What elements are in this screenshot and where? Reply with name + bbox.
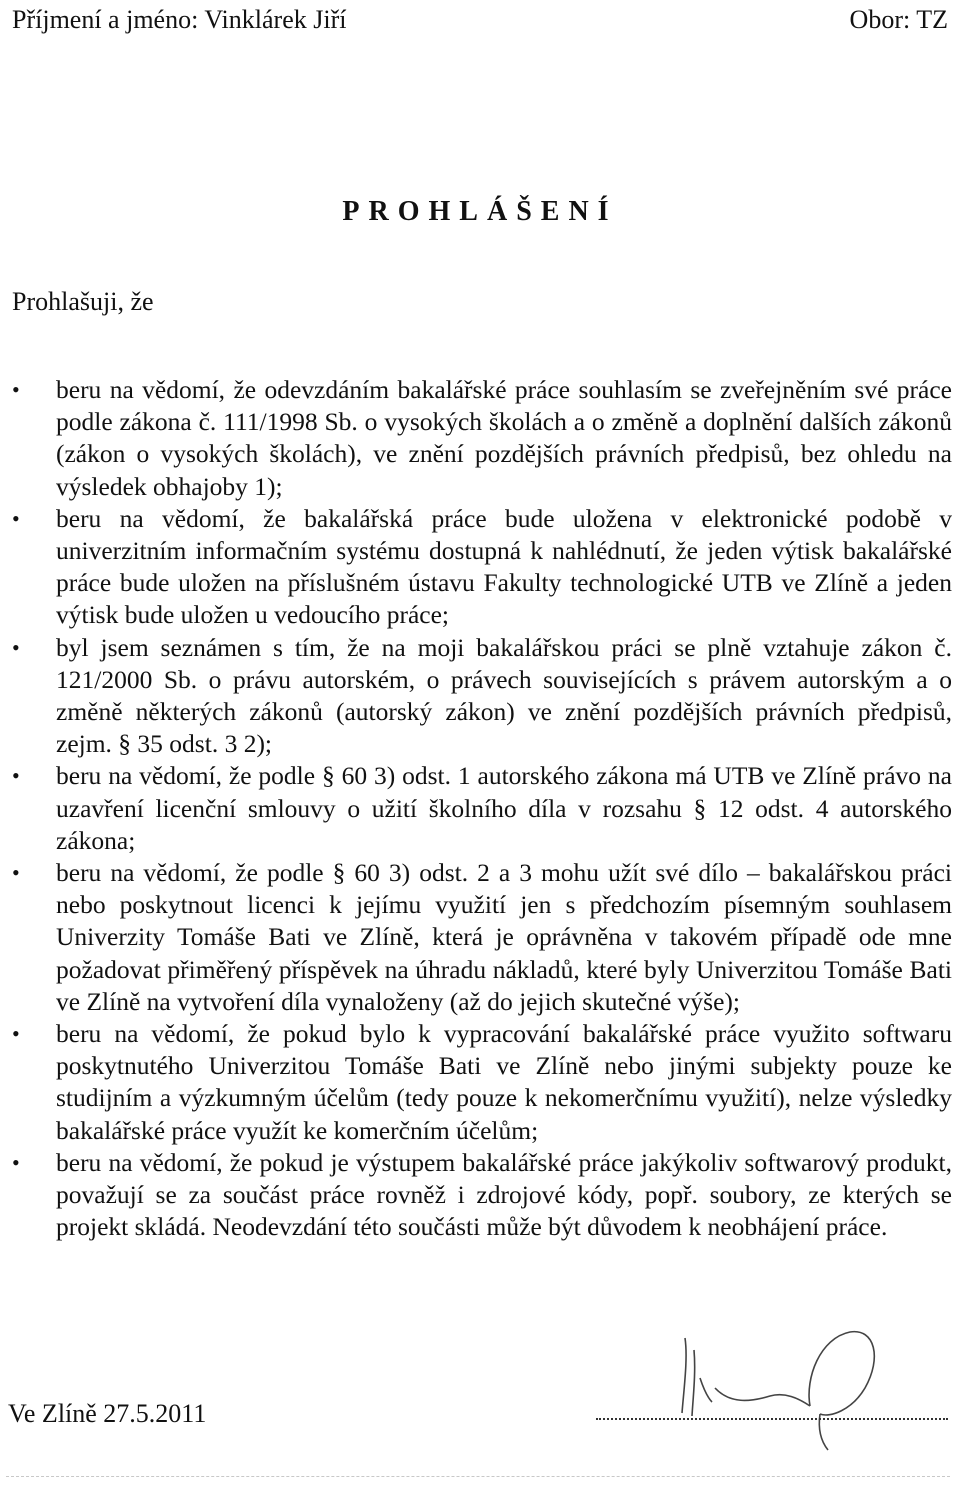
list-item-text: beru na vědomí, že podle § 60 3) odst. 2 a 3 mohu užít své dílo – bakalářskou práci nebo poskytnout licenci k jejímu využití jen s předchozím písemným souhlasem Univerzity Tomáše Bati ve Zlíně, která je oprávněna v takovém případě ode mne požadovat přiměřený příspěvek na úhradu nákladů, které byly Univerzitou Tomáše Bati ve Zlíně na vytvoření díla vynaloženy (až do jejich skutečné výše); — [56, 858, 952, 1016]
list-item-text: byl jsem seznámen s tím, že na moji bakalářskou práci se plně vztahuje zákon č. 121/2000 Sb. o právu autorském, o právech souvisejících s právem autorským a o změně některých zákonů (autorský zákon) ve znění pozdějších právních předpisů, zejm. § 35 odst. 3 2); — [56, 632, 952, 759]
bullet-icon: • — [12, 860, 20, 886]
handwritten-signature-icon — [660, 1318, 900, 1468]
list-item — [12, 503, 952, 632]
signature-line — [596, 1418, 948, 1420]
list-item-text: beru na vědomí, že odevzdáním bakalářské práce souhlasím se zveřejněním své práce podle zákona č. 111/1998 Sb. o vysokých školách a o změně a doplnění dalších zákonů (zákon o vysokých školách), ve znění pozdějších právních předpisů, bez ohledu na výsledek obhajoby 1); — [56, 375, 952, 501]
list-item — [12, 857, 952, 1018]
list-item — [12, 760, 952, 857]
header — [12, 2, 948, 42]
bullet-icon: • — [12, 1149, 20, 1175]
list-item — [12, 1018, 952, 1147]
student-name: Příjmení a jméno: Vinklárek Jiří — [12, 5, 347, 34]
list-item-text: beru na vědomí, že pokud je výstupem bakalářské práce jakýkoliv softwarový produkt, považují se za součást práce rovněž i zdrojové kódy, popř. soubory, ze kterých se projekt skládá. Neodevzdání této součásti může být důvodem k neobhájení práce. — [56, 1147, 952, 1242]
declaration-list — [12, 374, 952, 1243]
list-item-text: beru na vědomí, že bakalářská práce bude uložena v elektronické podobě v univerzitním informačním systému dostupná k nahlédnutí, že jeden výtisk bakalářské práce bude uložen na příslušném ústavu Fakulty technologické UTB ve Zlíně a jeden výtisk bude uložen u vedoucího práce; — [56, 503, 952, 630]
bullet-icon: • — [12, 634, 20, 660]
page-title: PROHLÁŠENÍ — [342, 196, 618, 227]
list-item-text: beru na vědomí, že pokud bylo k vypracování bakalářské práce využito softwaru poskytnutého Univerzitou Tomáše Bati ve Zlíně nebo jinými subjekty pouze ke studijním a výzkumným účelům (tedy pouze k nekomerčnímu využití), nelze výsledky bakalářské práce využít ke komerčním účelům; — [56, 1019, 952, 1145]
list-item — [12, 632, 952, 761]
bullet-icon: • — [12, 763, 20, 789]
list-item — [12, 374, 952, 503]
bullet-icon: • — [12, 1021, 20, 1047]
list-item — [12, 1147, 952, 1244]
bullet-icon: • — [12, 377, 20, 402]
bottom-divider — [6, 1476, 950, 1477]
intro-text: Prohlašuji, že — [12, 287, 154, 316]
place-and-date: Ve Zlíně 27.5.2011 — [8, 1399, 207, 1428]
list-item-text: beru na vědomí, že podle § 60 3) odst. 1 autorského zákona má UTB ve Zlíně právo na uzavření licenční smlouvy o užití školního díla v rozsahu § 12 odst. 4 autorského zákona; — [56, 761, 952, 855]
study-field: Obor: TZ — [849, 5, 948, 34]
bullet-icon: • — [12, 505, 20, 531]
